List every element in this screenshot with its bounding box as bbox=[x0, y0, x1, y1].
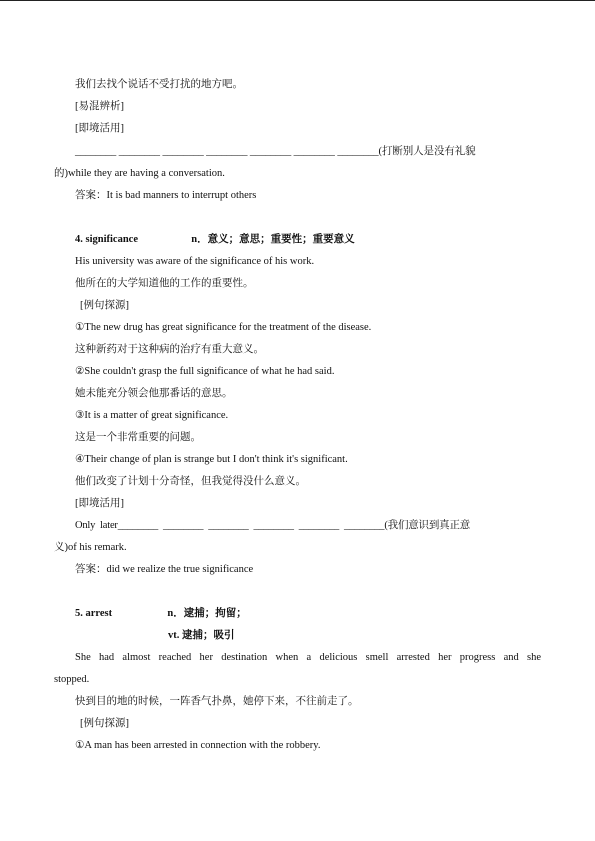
example-translation: 这是一个非常重要的问题。 bbox=[75, 432, 201, 443]
example-translation: 他所在的大学知道他的工作的重要性。 bbox=[75, 278, 254, 289]
exercise-continuation: 义)of his remark. bbox=[54, 542, 127, 553]
section-label-practice: [即境活用] bbox=[75, 123, 124, 134]
vocab-definition: n．逮捕；拘留； bbox=[167, 608, 247, 619]
vocab-word: 5. arrest bbox=[75, 608, 113, 619]
example-translation: 这种新药对于这种病的治疗有重大意义。 bbox=[75, 344, 264, 355]
example-translation: 他们改变了计划十分奇怪，但我觉得没什么意义。 bbox=[75, 476, 306, 487]
vocab-heading-arrest bbox=[75, 607, 247, 621]
section-label-confusion: [易混辨析] bbox=[75, 101, 124, 112]
section-label-examples: [例句探源] bbox=[80, 718, 129, 729]
example-sentence: ②She couldn't grasp the full significance of what he had said. bbox=[75, 366, 335, 377]
example-sentence: ④Their change of plan is strange but I don't think it's significant. bbox=[75, 454, 348, 465]
example-translation: 她未能充分领会他那番话的意思。 bbox=[75, 388, 233, 399]
page-top-border bbox=[0, 0, 595, 1]
answer-line: 答案：It is bad manners to interrupt others bbox=[75, 190, 257, 201]
example-sentence: His university was aware of the significance of his work. bbox=[75, 256, 315, 267]
exercise-blanks: Only later________ ________ ________ ________ ________ ________(我们意识到真正意 bbox=[75, 520, 471, 531]
example-sentence: ③It is a matter of great significance. bbox=[75, 410, 229, 421]
example-sentence: ①A man has been arrested in connection with the robbery. bbox=[75, 740, 321, 751]
section-label-practice: [即境活用] bbox=[75, 498, 124, 509]
example-translation: 快到目的地的时候，一阵香气扑鼻，她停下来，不往前走了。 bbox=[75, 696, 359, 707]
example-sentence-continuation: stopped. bbox=[54, 674, 90, 685]
vocab-word: 4. significance bbox=[75, 234, 138, 245]
vocab-heading-significance bbox=[75, 233, 355, 247]
section-label-examples: [例句探源] bbox=[80, 300, 129, 311]
example-sentence: She had almost reached her destination when a delicious smell arrested her progress and she bbox=[75, 652, 541, 663]
exercise-blanks: ________ ________ ________ ________ ________ ________ ________(打断别人是没有礼貌 bbox=[75, 146, 476, 157]
example-sentence: ①The new drug has great significance for the treatment of the disease. bbox=[75, 322, 372, 333]
vocab-definition-verb: vt. 逮捕；吸引 bbox=[168, 630, 235, 641]
vocab-definition: n．意义；意思；重要性；重要意义 bbox=[191, 234, 355, 245]
answer-line: 答案：did we realize the true significance bbox=[75, 564, 254, 575]
chinese-translation: 我们去找个说话不受打扰的地方吧。 bbox=[75, 79, 243, 90]
exercise-continuation: 的)while they are having a conversation. bbox=[54, 168, 225, 179]
